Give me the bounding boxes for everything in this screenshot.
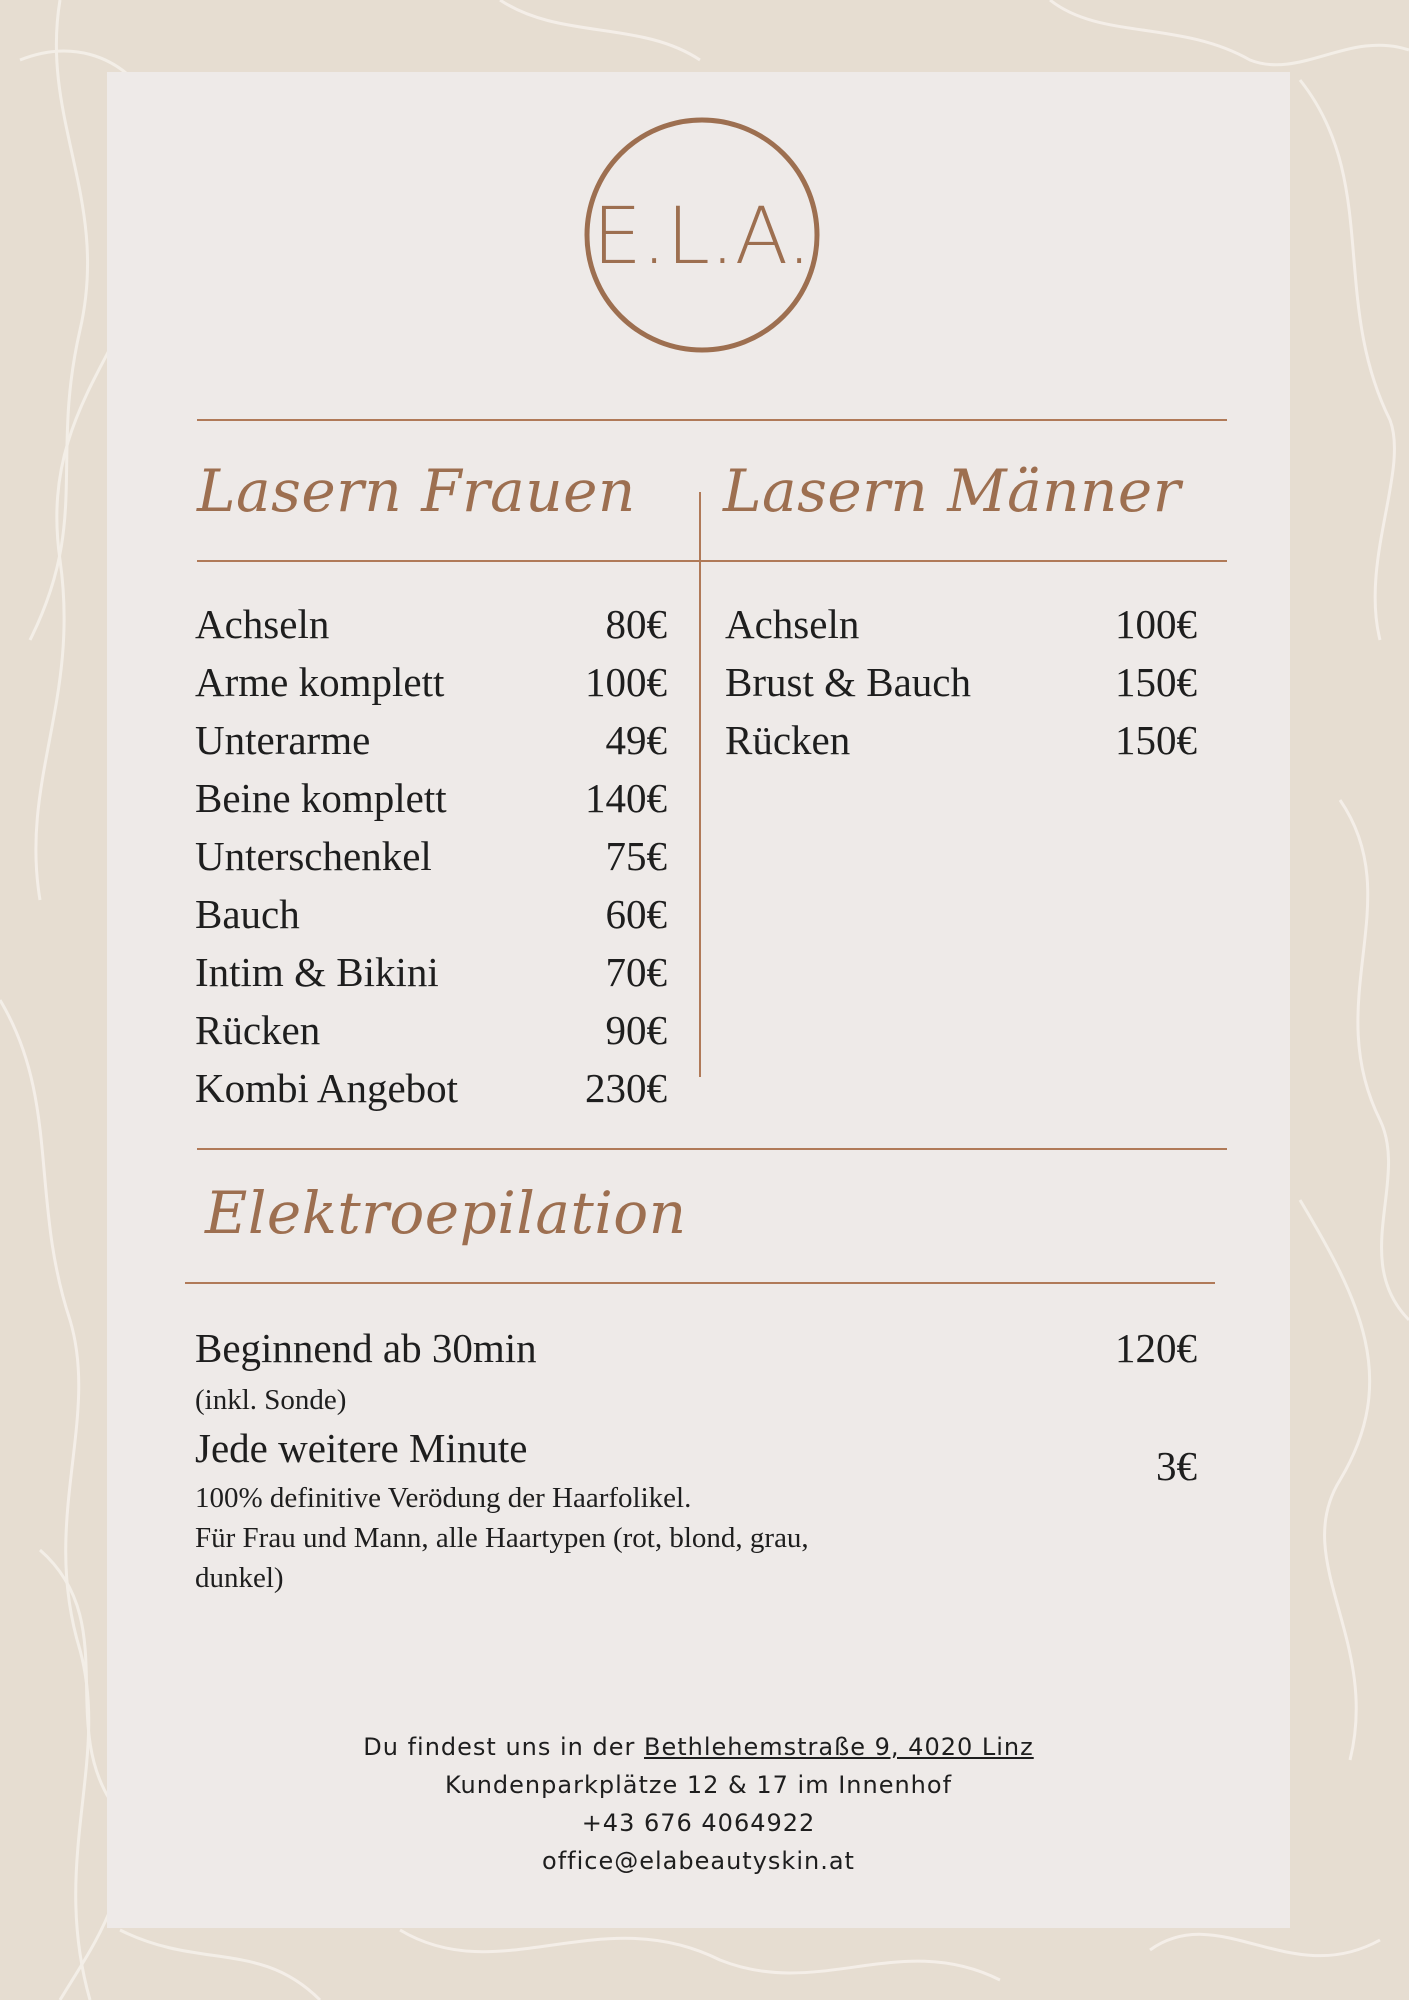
- address-link[interactable]: Bethlehemstraße 9, 4020 Linz: [644, 1733, 1034, 1761]
- list-item: Arme komplett 100€: [195, 659, 667, 705]
- column-divider: [699, 492, 701, 1077]
- list-item: Intim & Bikini 70€: [195, 949, 667, 995]
- parking-line: Kundenparkplätze 12 & 17 im Innenhof: [444, 1771, 953, 1799]
- electro-title: Elektroepilation: [205, 1179, 687, 1247]
- electro-first-note: (inkl. Sonde): [195, 1384, 347, 1416]
- divider-electro-top: [197, 1148, 1227, 1150]
- women-title: Lasern Frauen: [197, 457, 636, 525]
- list-item: Unterarme 49€: [195, 717, 667, 763]
- list-item: Beine komplett 140€: [195, 775, 667, 821]
- list-item: Rücken 150€: [725, 717, 1197, 763]
- men-title: Lasern Männer: [723, 457, 1181, 525]
- electro-first-price: 120€: [1115, 1325, 1197, 1371]
- electro-first-name: Beginnend ab 30min: [195, 1325, 537, 1371]
- email-line: office@elabeautyskin.at: [542, 1847, 855, 1875]
- list-item: Brust & Bauch 150€: [725, 659, 1197, 705]
- divider-top: [197, 419, 1227, 421]
- list-item: Achseln 100€: [725, 601, 1197, 647]
- electro-second-note: 100% definitive Verödung der Haarfolikel. Für Frau und Mann, alle Haartypen (rot, blond, grau, dunkel): [195, 1482, 809, 1594]
- logo-text: E.L.A.: [592, 192, 812, 282]
- ela-logo: [582, 115, 822, 355]
- men-price-list: [725, 600, 1197, 774]
- women-price-list: [195, 600, 667, 1122]
- electro-second-price: 3€: [1156, 1443, 1197, 1489]
- divider-electro-bottom: [185, 1282, 1215, 1284]
- phone-line: +43 676 4064922: [581, 1809, 816, 1837]
- list-item: Rücken 90€: [195, 1007, 667, 1053]
- list-item: Kombi Angebot 230€: [195, 1065, 667, 1111]
- electro-second-name: Jede weitere Minute: [195, 1425, 528, 1471]
- price-card: [107, 72, 1290, 1928]
- address-line: Du findest uns in der Bethlehemstraße 9, 4020 Linz: [363, 1733, 1034, 1761]
- list-item: Unterschenkel 75€: [195, 833, 667, 879]
- contact-footer: [107, 1728, 1290, 1880]
- electro-first-row: [195, 1324, 1197, 1372]
- list-item: Bauch 60€: [195, 891, 667, 937]
- divider-under-titles: [197, 560, 1227, 562]
- list-item: Achseln 80€: [195, 601, 667, 647]
